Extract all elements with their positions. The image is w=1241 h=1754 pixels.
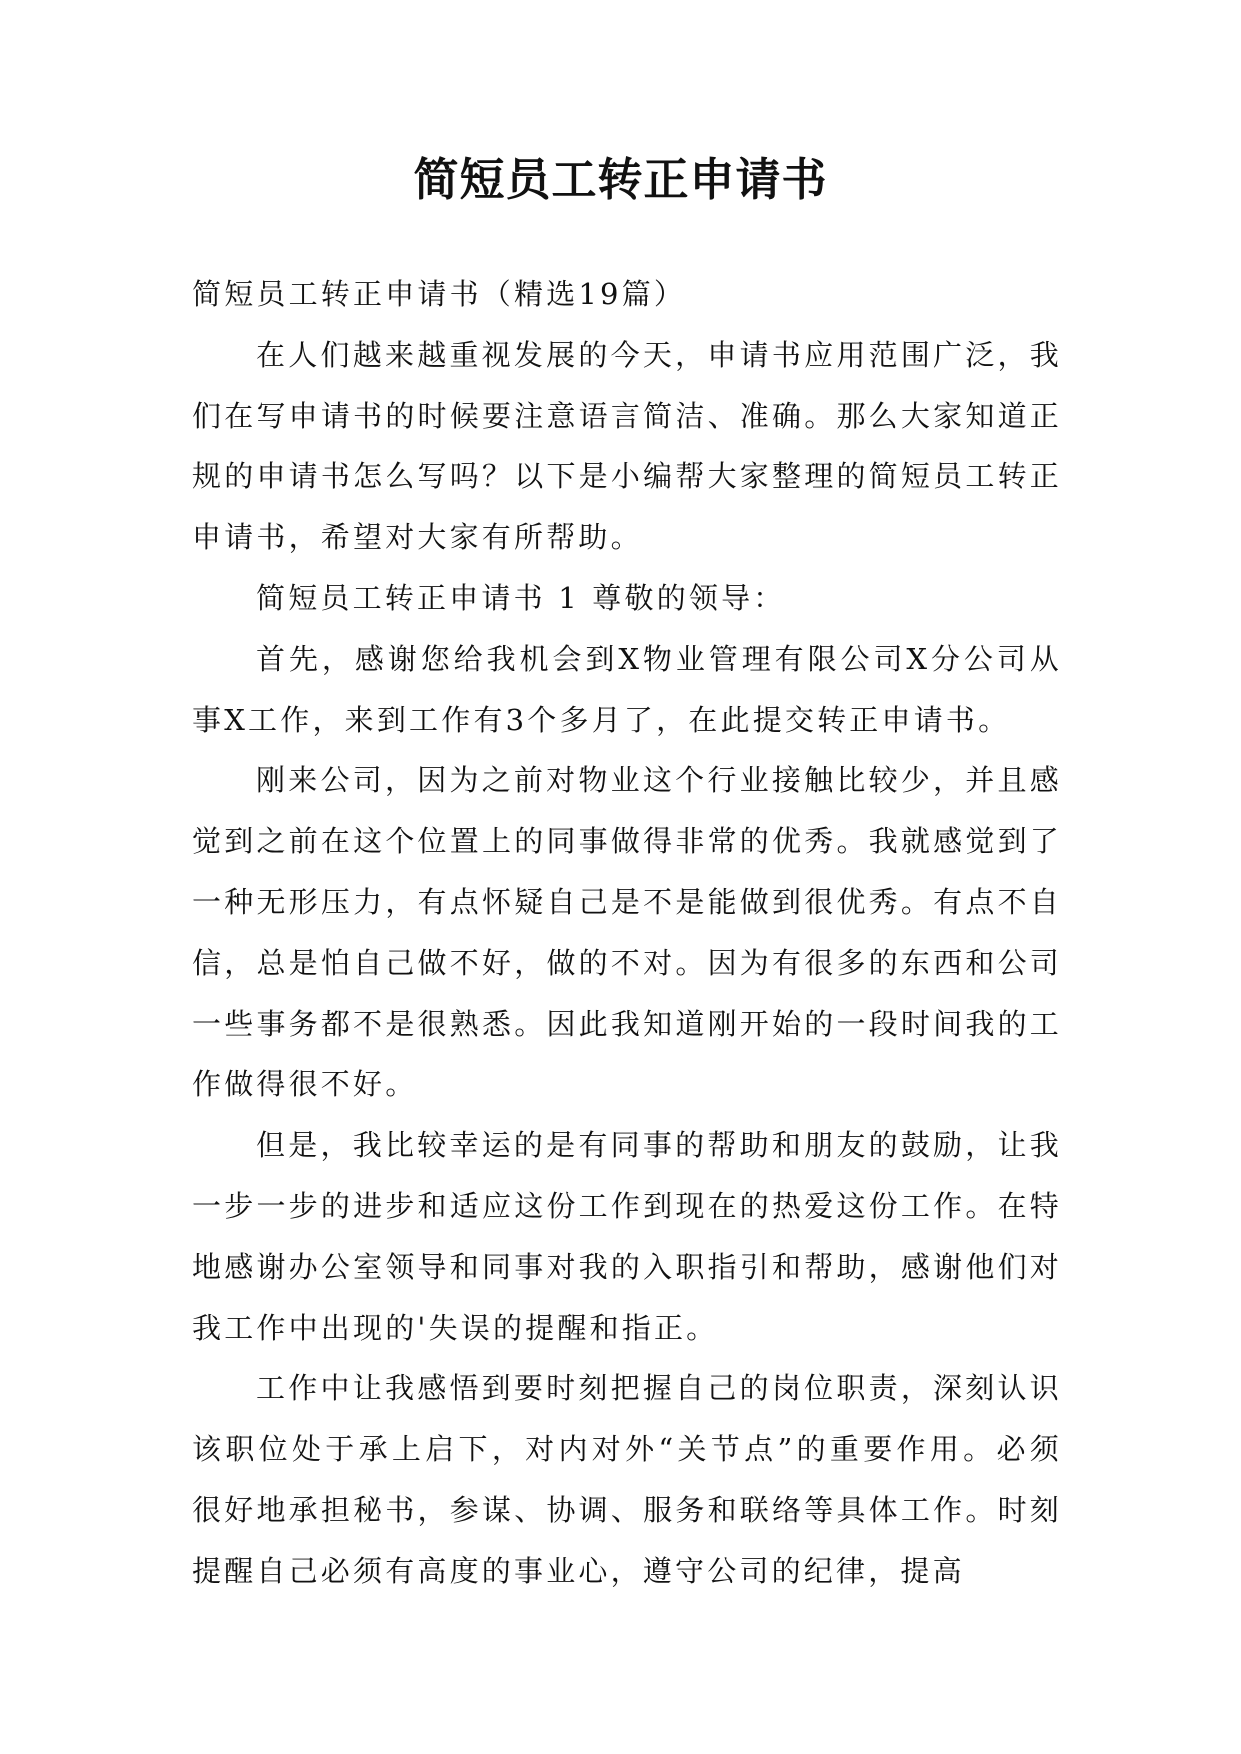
document-title: 简短员工转正申请书 bbox=[413, 153, 828, 206]
paragraph-intro: 简短员工转正申请书（精选19篇） bbox=[192, 277, 687, 311]
paragraph: 工作中让我感悟到要时刻把握自己的岗位职责，深刻认识该职位处于承上启下，对内对外“关节点”的重要作用。必须很好地承担秘书，参谋、协调、服务和联络等具体工作。时刻提醒自己必须有高度的事业心，遵守公司的纪律，提高 bbox=[192, 1371, 1062, 1588]
paragraph-salutation: 简短员工转正申请书 1 尊敬的领导： bbox=[256, 580, 786, 615]
paragraph: 在人们越来越重视发展的今天，申请书应用范围广泛，我们在写申请书的时候要注意语言简洁、准确。那么大家知道正规的申请书怎么写吗？以下是小编帮大家整理的简短员工转正申请书，希望对大家有所帮助。 bbox=[192, 337, 1062, 555]
paragraph: 刚来公司，因为之前对物业这个行业接触比较少，并且感觉到之前在这个位置上的同事做得非常的优秀。我就感觉到了一种无形压力，有点怀疑自己是不是能做到很优秀。有点不自信，总是怕自己做不好，做的不对。因为有很多的东西和公司一些事务都不是很熟悉。因此我知道刚开始的一段时间我的工作做得很不好。 bbox=[192, 763, 1062, 1102]
paragraph: 首先，感谢您给我机会到X物业管理有限公司X分公司从事X工作，来到工作有3个多月了，在此提交转正申请书。 bbox=[192, 641, 1062, 737]
paragraph: 但是，我比较幸运的是有同事的帮助和朋友的鼓励，让我一步一步的进步和适应这份工作到现在的热爱这份工作。在特地感谢办公室领导和同事对我的入职指引和帮助，感谢他们对我工作中出现的'失误的提醒和指正。 bbox=[192, 1128, 1062, 1345]
document-body bbox=[192, 264, 1062, 1602]
